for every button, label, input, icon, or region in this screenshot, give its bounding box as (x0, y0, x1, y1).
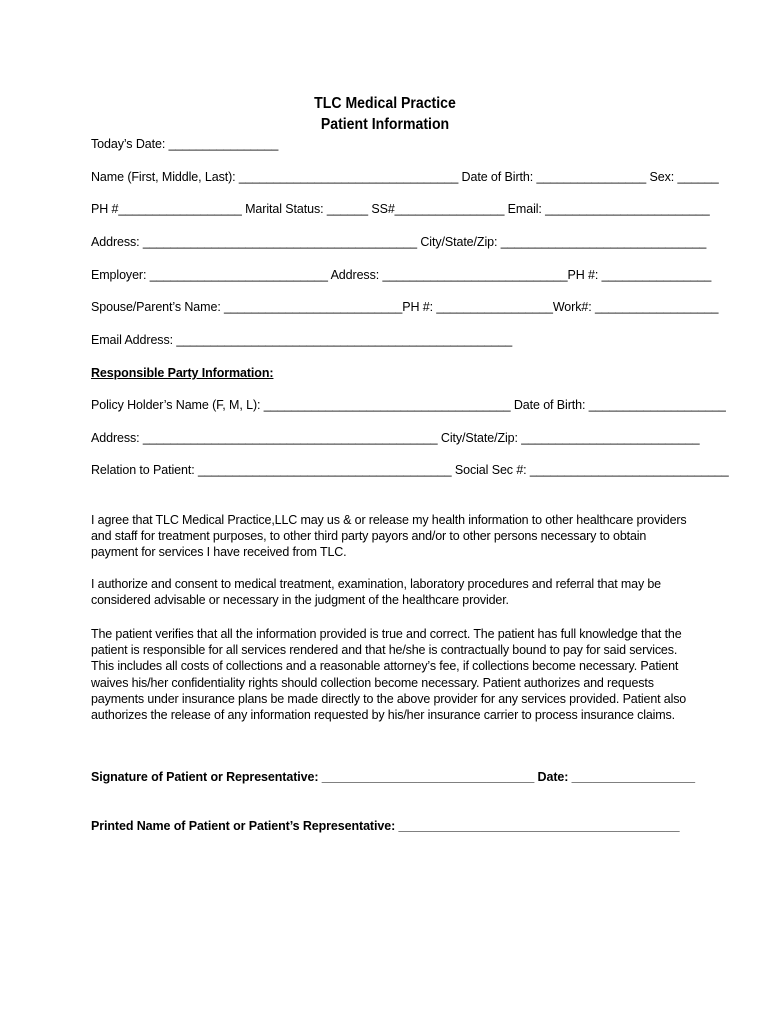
policy-holder-field[interactable]: Policy Holder’s Name (F, M, L): ____________________________________ Date of Birth: ____________________ (91, 398, 726, 412)
address-city-field[interactable]: Address: ________________________________________ City/State/Zip: ______________________________ (91, 235, 707, 249)
todays-date-field[interactable]: Today’s Date: ________________ (91, 137, 279, 151)
financial-responsibility-paragraph: The patient verifies that all the information provided is true and correct. The patient has full knowledge that the patient is responsible for all services rendered and that he/she is contractually bound to pay for said services. This includes all costs of collections and a reasonable attorney’s fee, if collections become necessary. Patient waives his/her confidentiality rights should collection become necessary. Patient authorizes and requests payments under insurance plans be made directly to the above provider for any services provided. Patient also authorizes the release of any information requested by his/her insurance carrier to process insurance claims. (91, 627, 687, 723)
employer-field[interactable]: Employer: __________________________ Address: ___________________________PH #: ________________ (91, 268, 712, 282)
printed-name-field[interactable]: Printed Name of Patient or Patient’s Representative: _________________________________________ (91, 819, 680, 833)
release-consent-paragraph: I agree that TLC Medical Practice,LLC may us & or release my health information to other healthcare providers and staff for treatment purposes, to other third party payors and/or to other persons necessary to obtain payment for services I have received from TLC. (91, 513, 687, 560)
page-title: TLC Medical Practice (314, 95, 456, 112)
phone-marital-ss-email-field[interactable]: PH #__________________ Marital Status: ______ SS#________________ Email: ________________________ (91, 202, 710, 216)
page-subtitle: Patient Information (320, 116, 450, 133)
relation-ssn-field[interactable]: Relation to Patient: _____________________________________ Social Sec #: _____________________________ (91, 463, 729, 477)
treatment-consent-paragraph: I authorize and consent to medical treatment, examination, laboratory procedures and referral that may be considered advisable or necessary in the judgment of the healthcare provider. (91, 577, 661, 608)
name-dob-sex-field[interactable]: Name (First, Middle, Last): ________________________________ Date of Birth: ________________ Sex: ______ (91, 170, 719, 184)
signature-field[interactable]: Signature of Patient or Representative: _______________________________ Date: __________________ (91, 770, 696, 784)
spouse-parent-field[interactable]: Spouse/Parent’s Name: __________________________PH #: _________________Work#: __________________ (91, 300, 719, 314)
responsible-party-heading: Responsible Party Information: (91, 366, 274, 380)
responsible-address-field[interactable]: Address: ___________________________________________ City/State/Zip: __________________________ (91, 431, 700, 445)
email-address-field[interactable]: Email Address: _________________________________________________ (91, 333, 513, 347)
